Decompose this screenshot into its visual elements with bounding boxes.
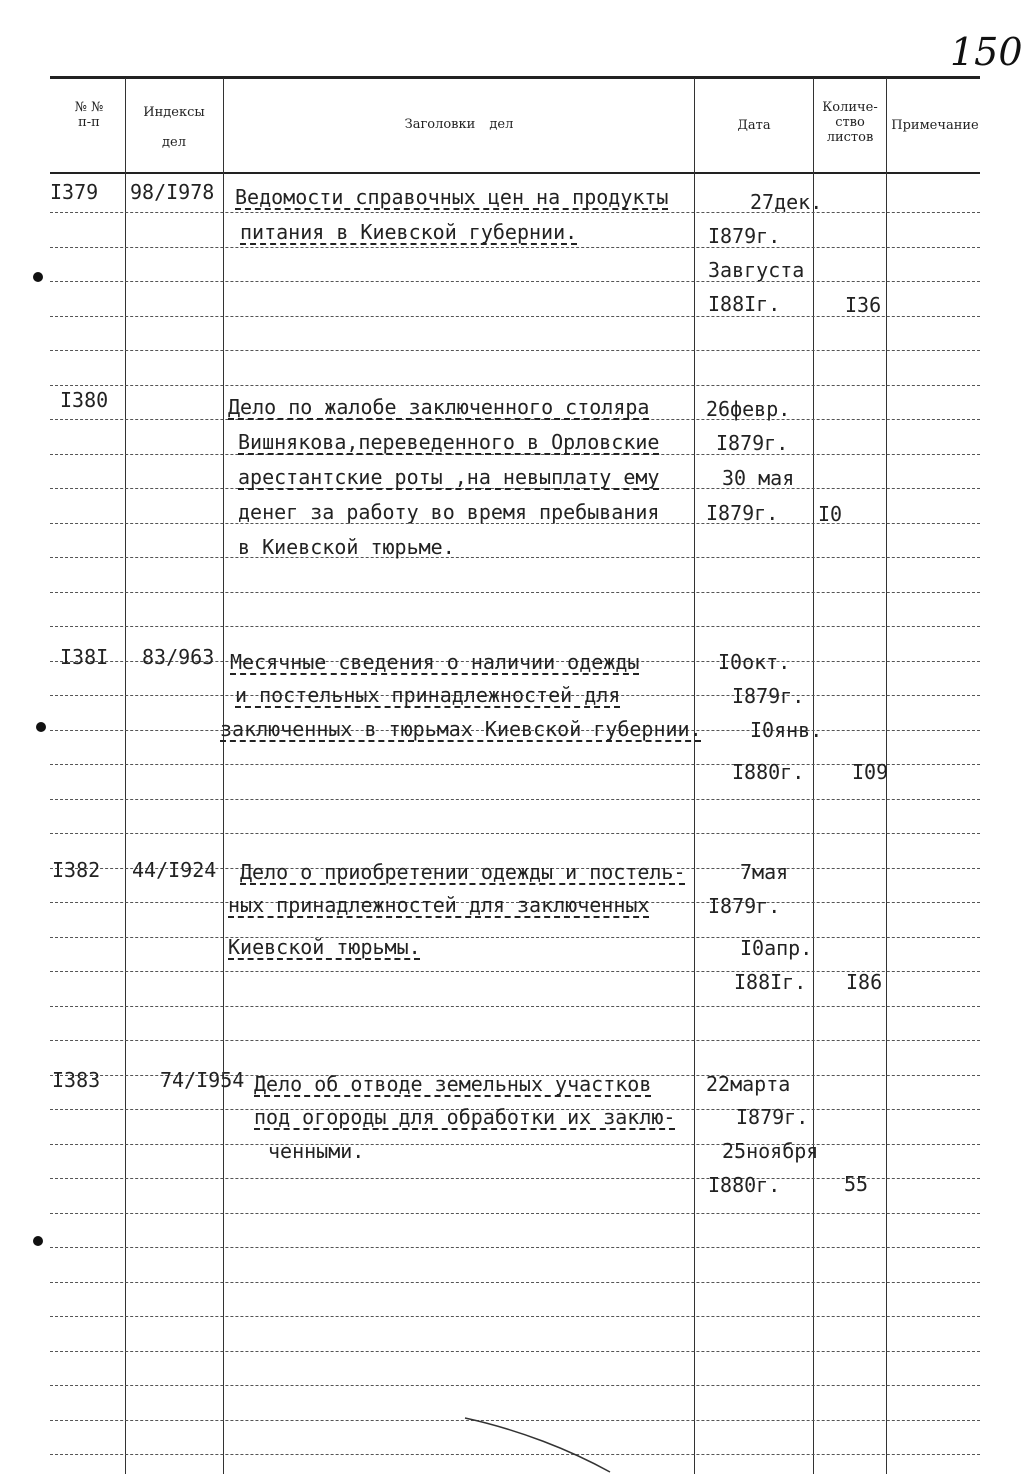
- ruled-line: [50, 937, 980, 938]
- record-title-line: питания в Киевской губернии.: [240, 220, 578, 244]
- record-title-line: ченными.: [268, 1139, 365, 1163]
- record-date: I879г.: [732, 684, 805, 708]
- record-date: 7мая: [740, 860, 789, 884]
- ruled-line: [50, 557, 980, 558]
- record-number: I383: [52, 1068, 101, 1092]
- binding-hole: [33, 272, 43, 282]
- ruled-line: [50, 1040, 980, 1041]
- record-sheets: 55: [844, 1172, 869, 1196]
- table-top-border: [50, 76, 980, 79]
- ruled-line: [50, 799, 980, 800]
- header-date: Дата: [737, 118, 771, 133]
- record-date: 27дек.: [750, 190, 823, 214]
- record-title-line: в Киевской тюрьме.: [238, 535, 455, 559]
- header-note: Примечание: [891, 118, 979, 133]
- ruled-line: [50, 247, 980, 248]
- ruled-line: [50, 454, 980, 455]
- record-index: 44/I924: [132, 858, 217, 882]
- record-title-line: Киевской тюрьмы.: [228, 935, 421, 959]
- ruled-line: [50, 316, 980, 317]
- ruled-line: [50, 1282, 980, 1283]
- ruled-line: [50, 350, 980, 351]
- record-index: 74/I954: [160, 1068, 245, 1092]
- record-number: I379: [50, 180, 99, 204]
- record-title-line: Дело по жалобе заключенного столяра: [228, 395, 650, 419]
- binding-hole: [36, 722, 46, 732]
- record-title-line: Вишнякова,переведенного в Орловские: [238, 430, 660, 454]
- ruled-line: [50, 1213, 980, 1214]
- record-date: I88Iг.: [708, 292, 781, 316]
- record-title-line: Ведомости справочных цен на продукты: [235, 185, 669, 209]
- column-divider: [223, 78, 224, 1474]
- ruled-line: [50, 971, 980, 972]
- record-sheets: I09: [852, 760, 889, 784]
- record-number: I382: [52, 858, 101, 882]
- record-title-line: денег за работу во время пребывания: [238, 500, 660, 524]
- ruled-line: [50, 626, 980, 627]
- record-date: I0апр.: [740, 936, 813, 960]
- record-date: I880г.: [732, 760, 805, 784]
- record-date: 26февр.: [706, 397, 791, 421]
- record-date: I880г.: [708, 1173, 781, 1197]
- record-date: I88Iг.: [734, 970, 807, 994]
- ruled-line: [50, 833, 980, 834]
- record-title-line: Месячные сведения о наличии одежды: [230, 650, 640, 674]
- column-divider: [125, 78, 126, 1474]
- header-sheets: Количе- ство листов: [822, 100, 878, 145]
- record-title-line: под огороды для обработки их заклю-: [254, 1105, 676, 1129]
- ruled-line: [50, 281, 980, 282]
- record-index: 98/I978: [130, 180, 215, 204]
- record-title-line: Дело об отводе земельных участков: [254, 1072, 652, 1096]
- record-title-line: заключенных в тюрьмах Киевской губернии.: [220, 717, 702, 741]
- record-date: I879г.: [716, 431, 789, 455]
- binding-hole: [33, 1236, 43, 1246]
- record-title-line: ных принадлежностей для заключенных: [228, 893, 650, 917]
- record-sheets: I86: [846, 970, 883, 994]
- ruled-line: [50, 385, 980, 386]
- ruled-line: [50, 1247, 980, 1248]
- header-bottom-border: [50, 172, 980, 174]
- ruled-line: [50, 764, 980, 765]
- ruled-line: [50, 592, 980, 593]
- ruled-line: [50, 1385, 980, 1386]
- record-date: 3августа: [708, 258, 805, 282]
- record-date: 30 мая: [722, 466, 795, 490]
- record-title-line: и постельных принадлежностей для: [235, 683, 621, 707]
- ruled-line: [50, 419, 980, 420]
- record-date: 25ноября: [722, 1139, 819, 1163]
- record-index: 83/963: [142, 645, 215, 669]
- record-sheets: I36: [845, 293, 882, 317]
- column-divider: [813, 78, 814, 1474]
- record-date: I0окт.: [718, 650, 791, 674]
- record-number: I38I: [60, 645, 109, 669]
- record-date: 22марта: [706, 1072, 791, 1096]
- header-title: Заголовки дел: [404, 117, 514, 132]
- ruled-line: [50, 1178, 980, 1179]
- ruled-line: [50, 1351, 980, 1352]
- header-num: № № п-п: [74, 100, 104, 130]
- record-sheets: I0: [818, 502, 843, 526]
- ruled-line: [50, 1316, 980, 1317]
- record-date: I879г.: [708, 894, 781, 918]
- ruled-line: [50, 1006, 980, 1007]
- pen-stroke: [460, 1410, 620, 1474]
- ruled-line: [50, 1144, 980, 1145]
- record-date: I879г.: [706, 501, 779, 525]
- ruled-line: [50, 212, 980, 213]
- page-number: 150: [950, 30, 1023, 74]
- record-title-line: Дело о приобретении одежды и постель-: [240, 860, 686, 884]
- record-title-line: арестантские роты ,на невыплату ему: [238, 465, 660, 489]
- record-date: I879г.: [736, 1105, 809, 1129]
- column-divider: [694, 78, 695, 1474]
- header-index: Индексы дел: [143, 105, 205, 150]
- record-date: I879г.: [708, 224, 781, 248]
- record-date: I0янв.: [750, 718, 823, 742]
- record-number: I380: [60, 388, 109, 412]
